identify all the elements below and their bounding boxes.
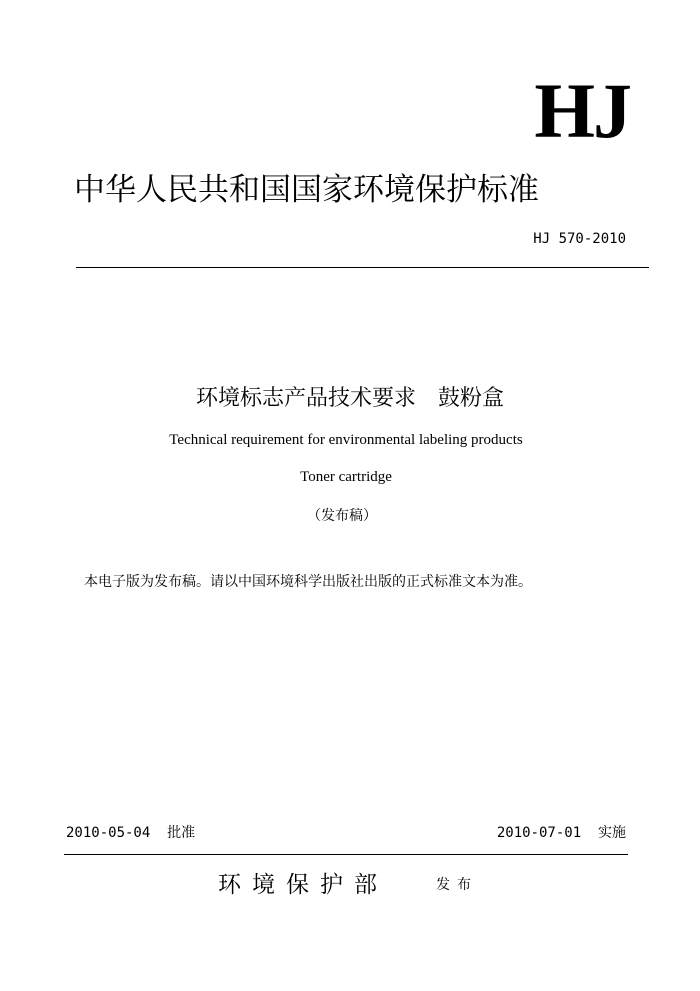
footer-divider: [64, 854, 628, 855]
standard-number: HJ 570-2010: [533, 231, 626, 247]
header-divider: [76, 267, 649, 268]
electronic-version-notice: 本电子版为发布稿。请以中国环境科学出版社出版的正式标准文本为准。: [84, 574, 532, 590]
hj-logo: HJ: [534, 67, 630, 154]
draft-status-label: （发布稿）: [307, 508, 377, 524]
approval-date: 2010-05-04 批准: [66, 825, 196, 841]
document-subtitle-english: Toner cartridge: [300, 469, 392, 485]
standard-organization-title: 中华人民共和国国家环境保护标准: [74, 172, 539, 208]
publish-label: 发布: [436, 877, 478, 893]
document-title-english: Technical requirement for environmental labeling products: [169, 432, 523, 448]
publisher-name: 环境保护部: [218, 872, 388, 898]
document-title-chinese: 环境标志产品技术要求 鼓粉盒: [195, 386, 504, 411]
effective-date: 2010-07-01 实施: [496, 825, 626, 841]
